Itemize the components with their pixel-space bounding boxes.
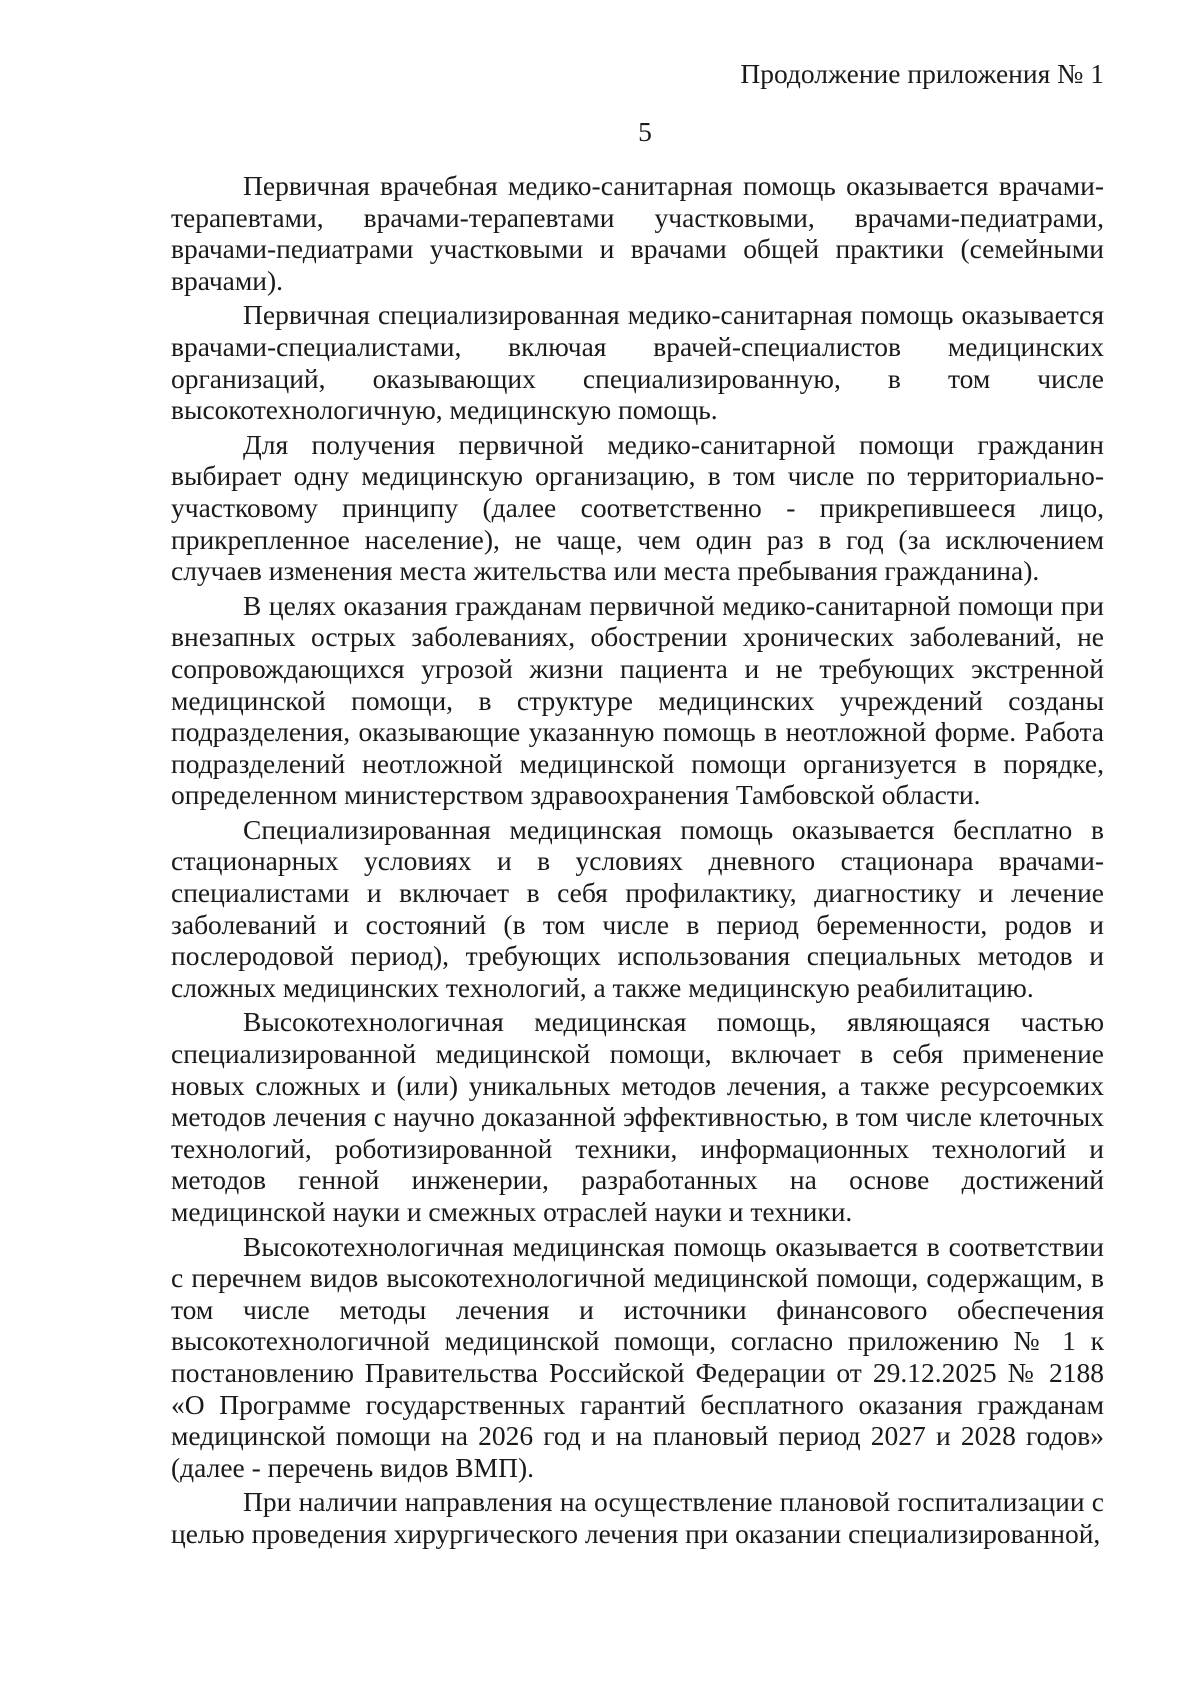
paragraph-primary-specialized-care: Первичная специализированная медико-санитарная помощь оказывается врачами-специалистами, включая врачей-специалистов медицинских организаций, оказывающих специализированную, в том числе высокотехнологичную, медицинскую помощь. bbox=[171, 299, 1104, 426]
paragraph-specialized-care: Специализированная медицинская помощь оказывается бесплатно в стационарных условиях и в условиях дневного стационара врачами-специалистами и включает в себя профилактику, диагностику и лечение заболеваний и состояний (в том числе в период беременности, родов и послеродовой период), требующих использования специальных методов и сложных медицинских технологий, а также медицинскую реабилитацию. bbox=[171, 813, 1104, 1003]
paragraph-urgent-care-units: В целях оказания гражданам первичной медико-санитарной помощи при внезапных острых заболеваниях, обострении хронических заболеваний, не сопровождающихся угрозой жизни пациента и не требующих экстренной медицинской помощи, в структуре медицинских учреждений созданы подразделения, оказывающие указанную помощь в неотложной форме. Работа подразделений неотложной медицинской помощи организуется в порядке, определенном министерством здравоохранения Тамбовской области. bbox=[171, 589, 1104, 811]
page-number: 5 bbox=[638, 116, 652, 147]
paragraph-planned-hospitalization: При наличии направления на осуществление плановой госпитализации с целью проведения хирургического лечения при оказании специализированной, bbox=[171, 1486, 1104, 1549]
paragraph-primary-medical-care: Первичная врачебная медико-санитарная помощь оказывается врачами-терапевтами, врачами-терапевтами участковыми, врачами-педиатрами, врачами-педиатрами участковыми и врачами общей практики (семейными врачами). bbox=[171, 170, 1104, 296]
appendix-continuation-note: Продолжение приложения № 1 bbox=[740, 58, 1104, 89]
document-body bbox=[171, 170, 1104, 1553]
paragraph-choice-of-organization: Для получения первичной медико-санитарной помощи гражданин выбирает одну медицинскую организацию, в том числе по территориально-участковому принципу (далее соответственно - прикрепившееся лицо, прикрепленное население), не чаще, чем один раз в год (за исключением случаев изменения места жительства или места пребывания гражданина). bbox=[171, 428, 1104, 587]
paragraph-high-tech-care-definition: Высокотехнологичная медицинская помощь, являющаяся частью специализированной медицинской помощи, включает в себя применение новых сложных и (или) уникальных методов лечения, а также ресурсоемких методов лечения с научно доказанной эффективностью, в том числе клеточных технологий, роботизированной техники, информационных технологий и методов генной инженерии, разработанных на основе достижений медицинской науки и смежных отраслей науки и техники. bbox=[171, 1006, 1104, 1227]
paragraph-high-tech-care-list: Высокотехнологичная медицинская помощь оказывается в соответствии с перечнем видов высокотехнологичной медицинской помощи, содержащим, в том числе методы лечения и источники финансового обеспечения высокотехнологичной медицинской помощи, согласно приложению № 1 к постановлению Правительства Российской Федерации от 29.12.2025 № 2188 «О Программе государственных гарантий бесплатного оказания гражданам медицинской помощи на 2026 год и на плановый период 2027 и 2028 годов» (далее - перечень видов ВМП). bbox=[171, 1230, 1104, 1483]
